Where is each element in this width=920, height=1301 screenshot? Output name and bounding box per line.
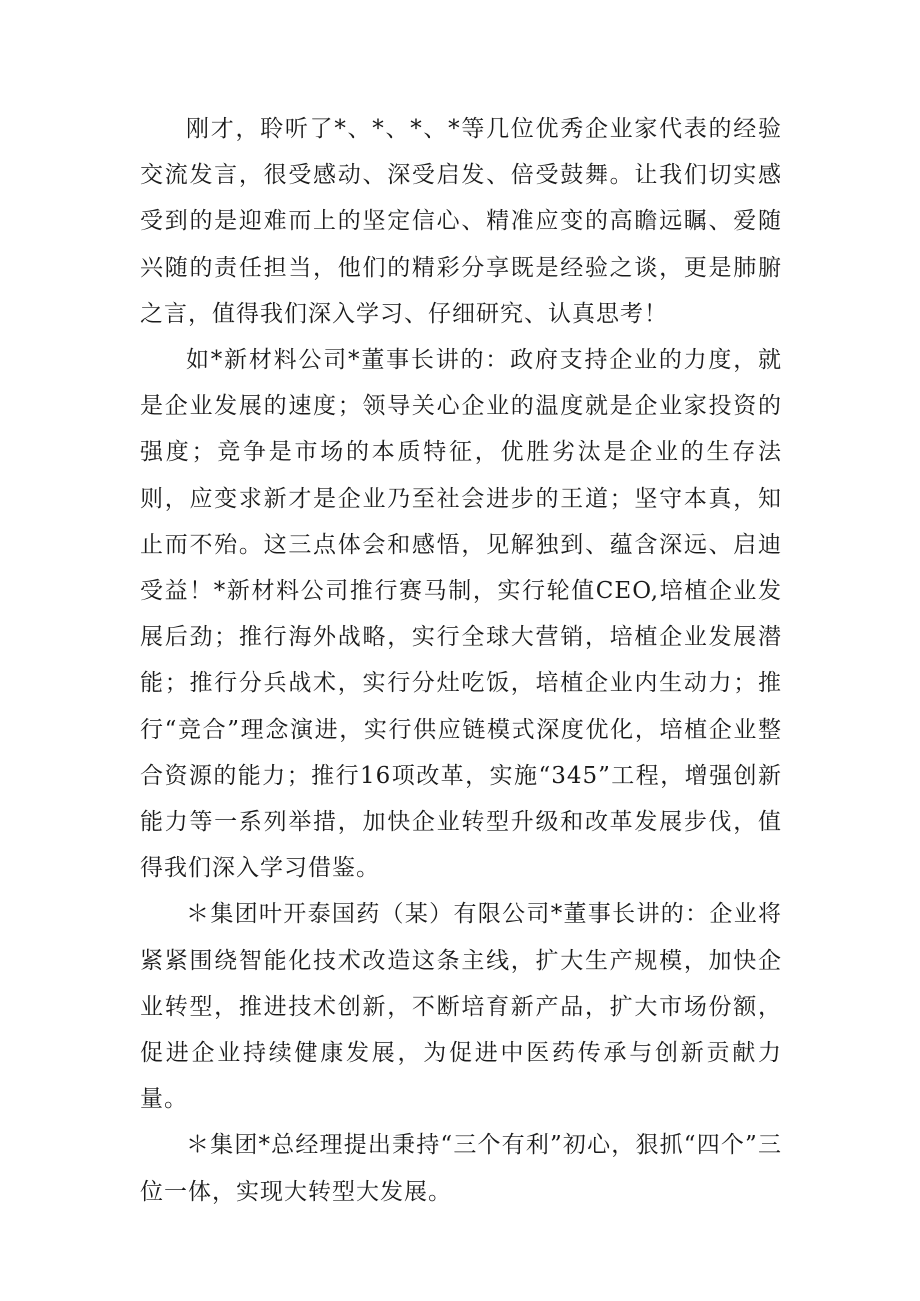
document-body [140,106,782,1215]
paragraph-opening: 刚才，聆听了*、*、*、*等几位优秀企业家代表的经验交流发言，很受感动、深受启发、倍受鼓舞。让我们切实感受到的是迎难而上的坚定信心、精准应变的高瞻远瞩、爱随兴随的责任担当，他们的精彩分享既是经验之谈，更是肺腑之言，值得我们深入学习、仔细研究、认真思考！ [140,116,782,327]
paragraph-new-materials: 如*新材料公司*董事长讲的：政府支持企业的力度，就是企业发展的速度；领导关心企业的温度就是企业家投资的强度；竞争是市场的本质特征，优胜劣汰是企业的生存法则，应变求新才是企业乃至社会进步的王道；坚守本真，知止而不殆。这三点体会和感悟，见解独到、蕴含深远、启迪受益！*新材料公司推行赛马制，实行轮值CEO,培植企业发展后劲；推行海外战略，实行全球大营销，培植企业发展潜能；推行分兵战术，实行分灶吃饭，培植企业内生动力；推行“竞合”理念演进，实行供应链模式深度优化，培植企业整合资源的能力；推行16项改革，实施“345”工程，增强创新能力等一系列举措，加快企业转型升级和改革发展步伐，值得我们深入学习借鉴。 [140,347,782,882]
paragraph-pharma: ＊集团叶开泰国药（某）有限公司*董事长讲的：企业将紧紧围绕智能化技术改造这条主线，扩大生产规模，加快企业转型，推进技术创新，不断培育新产品，扩大市场份额，促进企业持续健康发展，为促进中医药传承与创新贡献力量。 [140,901,782,1113]
paragraph-group-manager: ＊集团*总经理提出秉持“三个有利”初心，狠抓“四个”三位一体，实现大转型大发展。 [140,1132,782,1205]
